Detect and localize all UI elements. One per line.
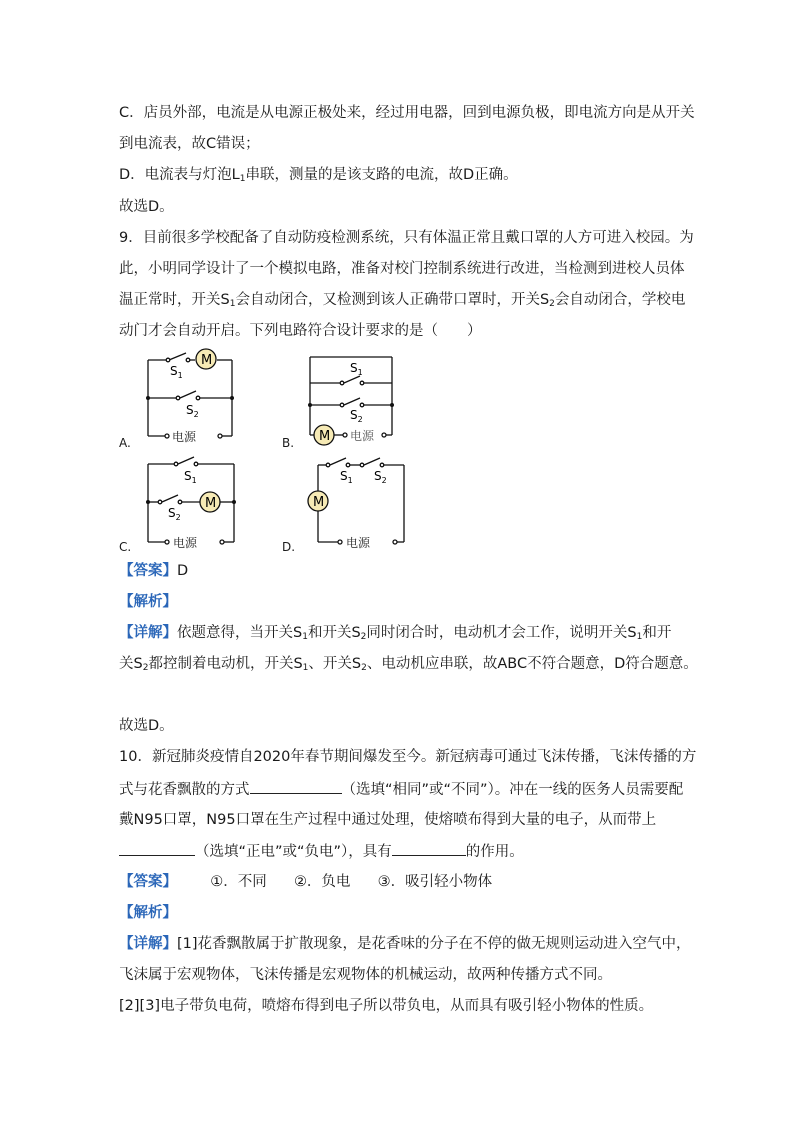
question-9-stem: 温正常时，开关$S_1$会自动闭合，又检测到该人正确带口罩时，开关$S_2$会自动闭合，学校电 xyxy=(119,292,686,309)
option-d-label: D. xyxy=(282,540,296,554)
answer-blank-1[interactable] xyxy=(250,779,342,794)
svg-text:S2: $S_2$ xyxy=(168,506,181,522)
analysis-heading: 【解析】 xyxy=(119,594,177,610)
circuit-option-d[interactable] xyxy=(300,450,420,550)
svg-text:S1: $S_1$ xyxy=(184,469,197,485)
question-9-stem: 此，小明同学设计了一个模拟电路，准备对校门控制系统进行改进，当检测到进校人员体 xyxy=(119,261,685,277)
circuit-option-c[interactable] xyxy=(140,452,250,552)
svg-text:S1: $S_1$ xyxy=(350,361,363,377)
text-line: D．电流表与灯泡$L_1$串联，测量的是该支路的电流，故D正确。 xyxy=(119,167,518,184)
svg-text:S2: $S_2$ xyxy=(186,403,199,419)
question-10-stem: 戴N95口罩，N95口罩在生产过程中通过处理，使熔喷布得到大量的电子，从而带上 xyxy=(119,812,657,828)
detail-line: 关$S_2$都控制着电动机，开关$S_1$、开关$S_2$、电动机应串联，故ABC不符合题意，D符合题意。 xyxy=(119,656,698,673)
svg-text:S2: $S_2$ xyxy=(374,469,387,485)
text-line: 到电流表，故C错误； xyxy=(119,136,260,152)
option-c-label: C. xyxy=(119,540,132,554)
svg-text:电源: 电源 xyxy=(172,430,197,444)
text-line: 故选D。 xyxy=(119,718,174,734)
detail-line: [2][3]电子带负电荷，喷熔布得到电子所以带负电，从而具有吸引轻小物体的性质。 xyxy=(119,998,654,1014)
answer-blank-3[interactable] xyxy=(392,841,466,856)
answer-line: 【答案】 ①．不同 ②．负电 ③．吸引轻小物体 xyxy=(119,874,493,890)
analysis-heading: 【解析】 xyxy=(119,905,177,921)
option-b-label: B. xyxy=(282,436,295,450)
detail-line: 【详解】依题意得，当开关$S_1$和开关$S_2$同时闭合时，电动机才会工作，说明开关$S_1$和开 xyxy=(119,625,672,642)
svg-text:M: M xyxy=(201,353,213,368)
question-10-stem: 10．新冠肺炎疫情自2020年春节期间爆发至今。新冠病毒可通过飞沫传播，飞沫传播的方 xyxy=(119,749,697,765)
answer-line: 【答案】D xyxy=(119,563,189,579)
svg-text:S1: $S_1$ xyxy=(340,469,353,485)
option-a-label: A. xyxy=(119,436,131,450)
circuit-option-b[interactable] xyxy=(300,345,410,445)
question-9-stem: 动门才会自动开启。下列电路符合设计要求的是（ ） xyxy=(119,323,482,339)
svg-text:S2: $S_2$ xyxy=(350,408,363,424)
svg-text:S1: $S_1$ xyxy=(170,364,183,380)
svg-text:M: M xyxy=(313,495,325,510)
svg-text:电源: 电源 xyxy=(173,536,198,550)
detail-line: 飞沫属于宏观物体，飞沫传播是宏观物体的机械运动，故两种传播方式不同。 xyxy=(119,967,612,983)
circuit-option-a[interactable] xyxy=(140,345,250,445)
text-line: 故选D。 xyxy=(119,199,174,215)
question-10-stem: 式与花香飘散的方式 （选填“相同”或“不同”）。冲在一线的医务人员需要配 xyxy=(119,779,683,800)
answer-blank-2[interactable] xyxy=(119,841,195,856)
question-10-stem: （选填“正电”或“负电”），具有 的作用。 xyxy=(119,841,524,862)
svg-text:电源: 电源 xyxy=(350,429,375,443)
svg-text:电源: 电源 xyxy=(346,536,371,550)
question-9-stem: 9．目前很多学校配备了自动防疫检测系统，只有体温正常且戴口罩的人方可进入校园。为 xyxy=(119,230,694,246)
svg-text:M: M xyxy=(205,496,217,511)
detail-line: 【详解】[1]花香飘散属于扩散现象，是花香味的分子在不停的做无规则运动进入空气中， xyxy=(119,936,691,952)
svg-text:M: M xyxy=(319,429,331,444)
text-line: C．店员外部，电流是从电源正极处来，经过用电器，回到电源负极，即电流方向是从开关 xyxy=(119,105,695,121)
